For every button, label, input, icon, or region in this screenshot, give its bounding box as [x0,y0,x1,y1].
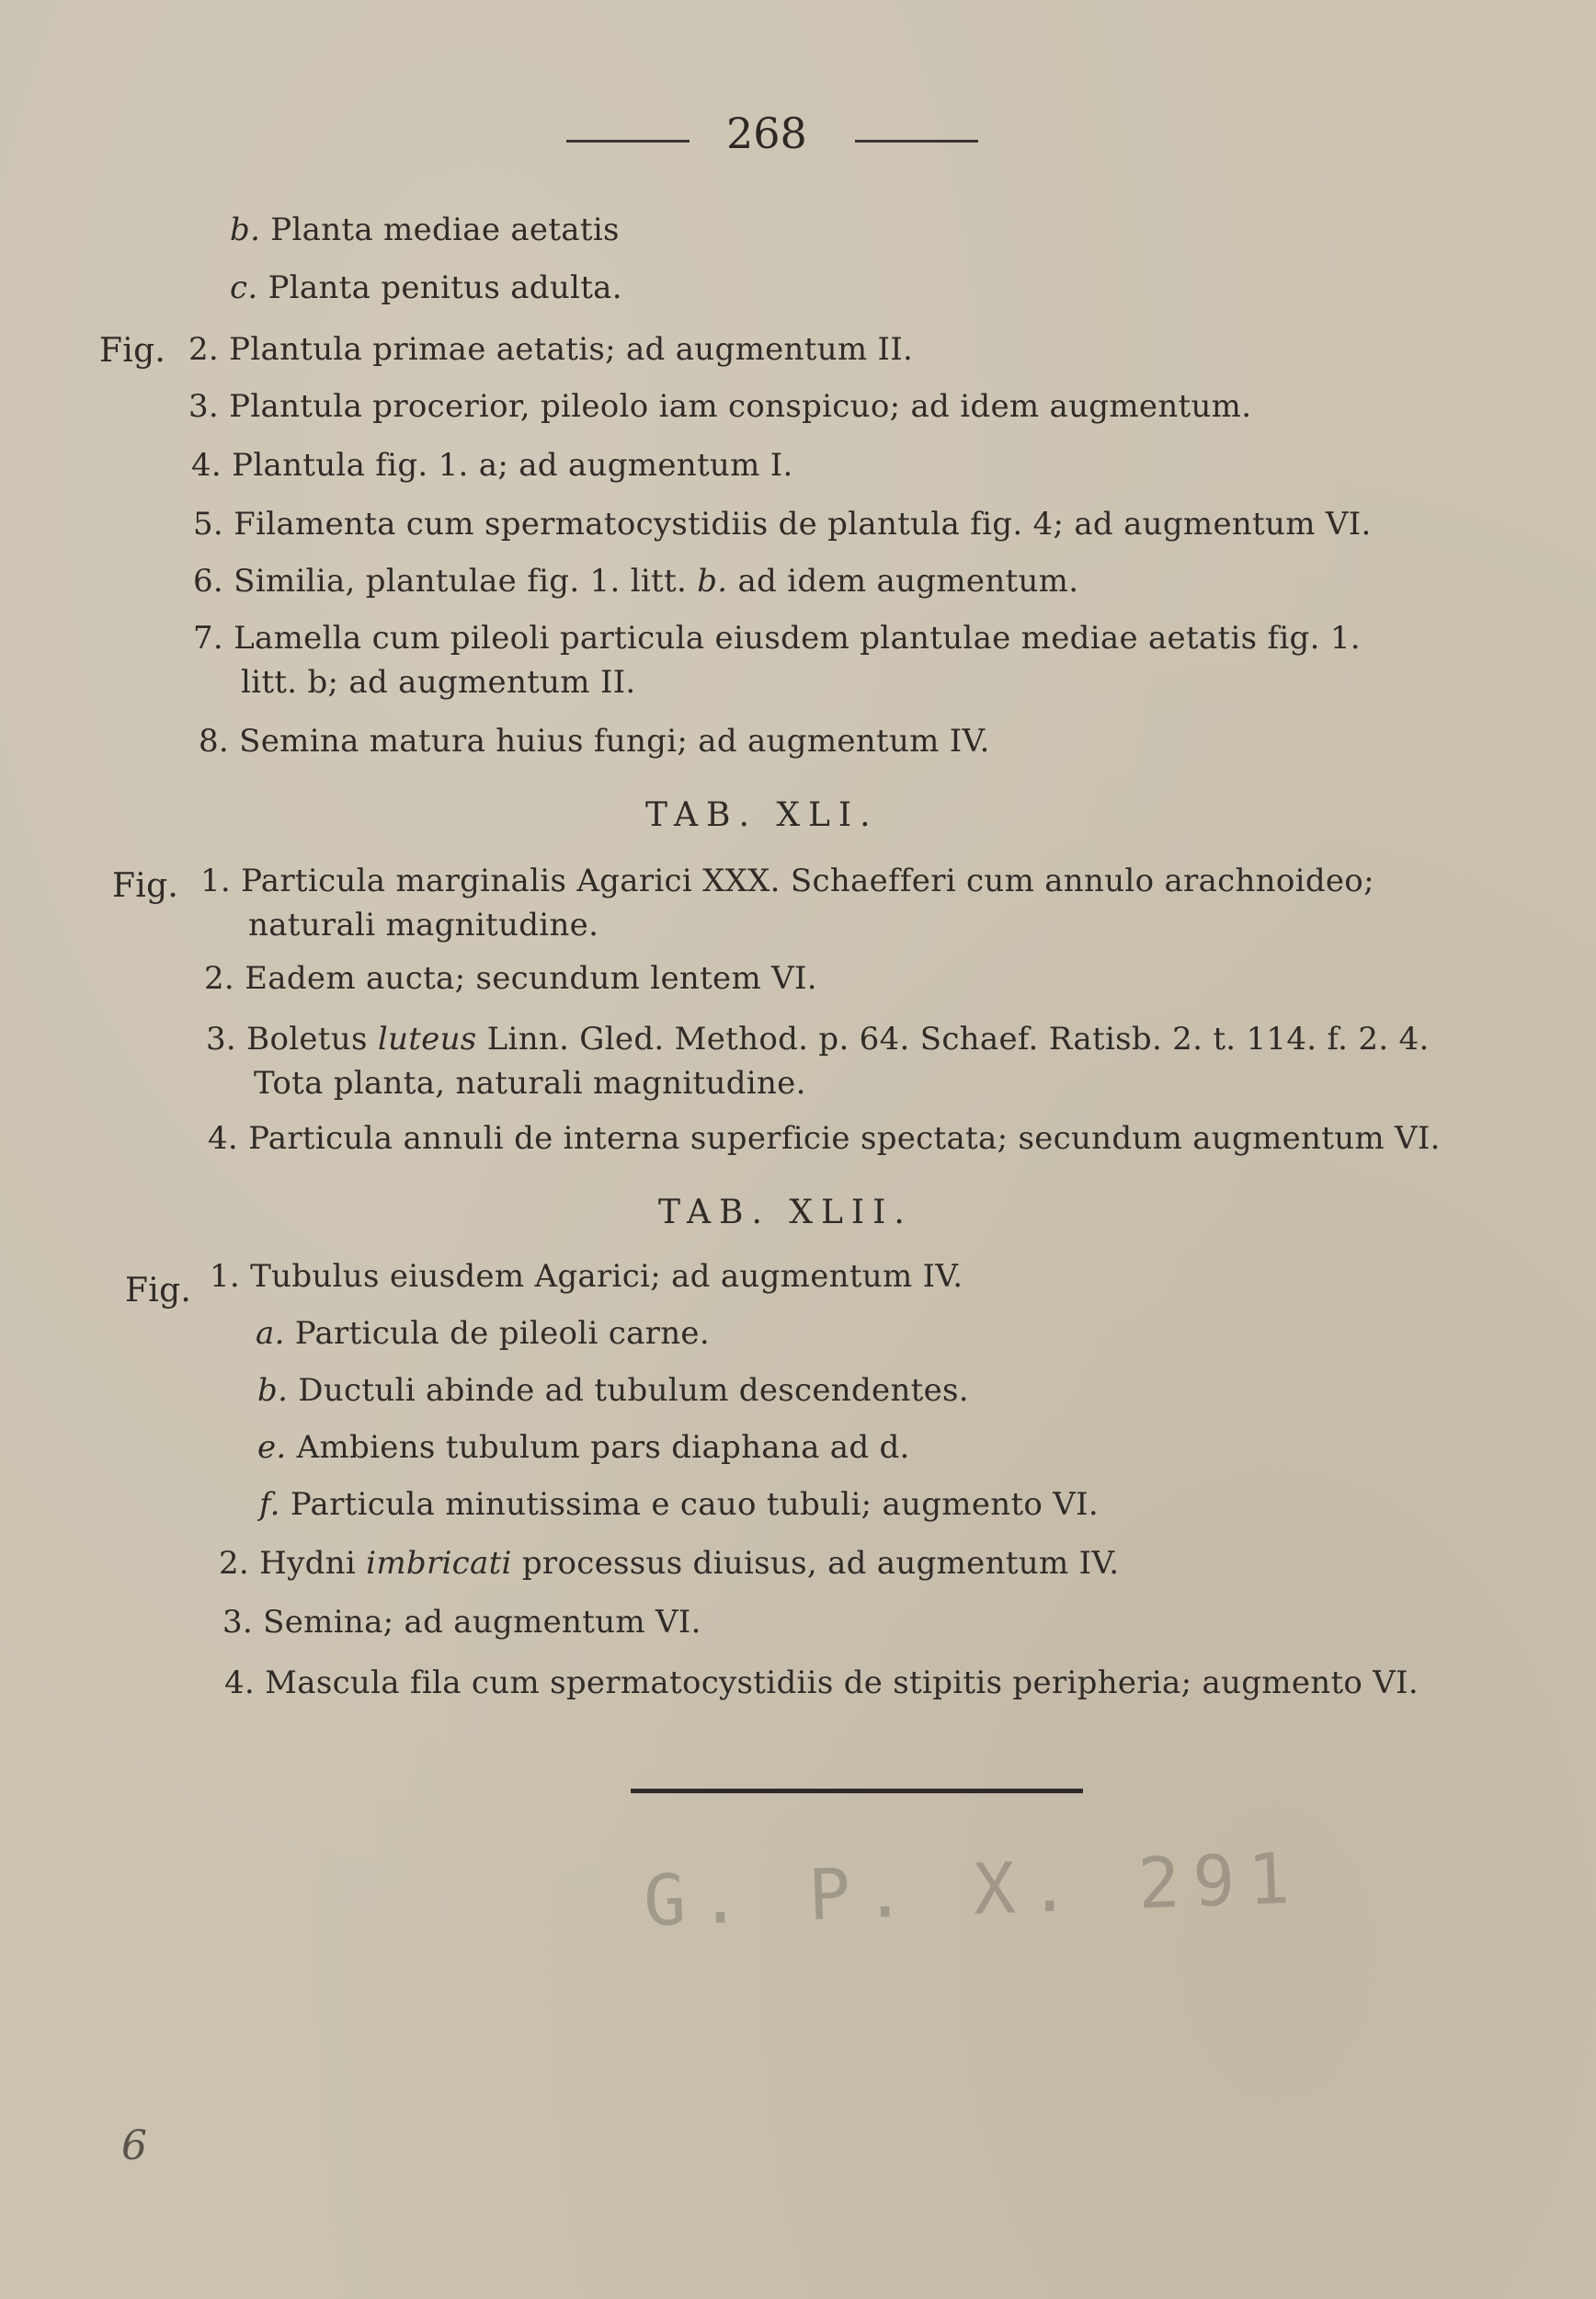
figure-text: Mascula fila cum spermatocystidiis de stipitis peripheria; augmento VI. [265,1664,1419,1701]
figure-number: 3. [206,1021,237,1058]
figure-text: processus diuisus, ad augmentum IV. [521,1545,1120,1582]
fig-label: Fig. [125,1272,192,1310]
tab-heading-xli: TAB. XLI. [645,796,879,834]
sub-entry-e [257,1429,910,1466]
figure-number: 1. [200,863,232,899]
figure-entry-7 [193,620,1361,657]
item-text: Ductuli abinde ad tubulum descendentes. [298,1372,969,1409]
figure-text: Eadem aucta; secundum lentem VI. [245,960,817,997]
figure-entry-1 [200,863,1374,899]
page-header [552,109,993,164]
shelf-mark: G. P. X. 291 [642,1836,1305,1942]
figure-entry-5 [193,506,1372,543]
figure-entry-7-continued: litt. b; ad augmentum II. [241,664,636,701]
figure-text: Filamenta cum spermatocystidiis de plantula fig. 4; ad augmentum VI. [234,506,1372,543]
margin-mark: 6 [121,2122,147,2169]
figure-text-italic: imbricati [366,1545,512,1582]
figure-text: Tubulus eiusdem Agarici; ad augmentum IV. [250,1258,963,1295]
figure-text: Linn. Gled. Method. p. 64. Schaef. Ratisb. 2. t. 114. f. 2. 4. [486,1021,1430,1058]
item-text: Planta penitus adulta. [268,269,622,306]
item-letter: c. [230,269,258,306]
item-letter: b. [257,1372,289,1409]
figure-entry-2 [204,960,817,997]
figure-text: ad idem augmentum. [737,563,1079,600]
figure-entry-4 [224,1664,1419,1701]
figure-number: 7. [193,620,224,657]
figure-number: 1. [210,1258,241,1295]
figure-text-letter: b. [697,563,728,600]
figure-entry-2 [188,331,913,368]
item-text: Particula minutissima e cauo tubuli; augmento VI. [290,1486,1100,1523]
figure-number: 2. [204,960,235,997]
figure-text: Semina matura huius fungi; ad augmentum IV. [239,723,990,760]
sub-entry-f [259,1486,1099,1523]
figure-number: 2. [219,1545,250,1582]
figure-number: 5. [193,506,224,543]
figure-entry-3-continued: Tota planta, naturali magnitudine. [254,1065,806,1102]
fig-label: Fig. [99,332,166,370]
figure-text: Lamella cum pileoli particula eiusdem plantulae mediae aetatis fig. 1. [234,620,1361,657]
figure-entry-1 [210,1258,963,1295]
figure-number: 4. [191,447,222,484]
item-letter: e. [257,1429,287,1466]
sub-entry-b [257,1372,969,1409]
figure-number: 3. [222,1604,254,1641]
figure-number: 4. [224,1664,256,1701]
figure-text: Hydni [259,1545,357,1582]
figure-text: Similia, plantulae fig. 1. litt. [234,563,688,600]
list-item-b [230,212,620,248]
figure-entry-1-continued: naturali magnitudine. [248,907,599,944]
item-text: Ambiens tubulum pars diaphana ad d. [296,1429,910,1466]
figure-entry-3 [188,388,1251,425]
end-rule [631,1789,1083,1793]
figure-text: Particula marginalis Agarici XXX. Schaefferi cum annulo arachnoideo; [241,863,1374,899]
list-item-c [230,269,622,306]
figure-text: Plantula fig. 1. a; ad augmentum I. [232,447,793,484]
figure-entry-8 [199,723,990,760]
figure-text: Plantula primae aetatis; ad augmentum II. [229,331,914,368]
figure-number: 8. [199,723,230,760]
figure-entry-3 [222,1604,701,1641]
item-letter: f. [259,1486,280,1523]
figure-text: Plantula procerior, pileolo iam conspicuo; ad idem augmentum. [229,388,1252,425]
figure-number: 6. [193,563,224,600]
tab-heading-xlii: TAB. XLII. [658,1194,913,1231]
item-letter: a. [256,1315,285,1352]
figure-text-italic: luteus [377,1021,477,1058]
figure-number: 4. [208,1120,239,1157]
figure-entry-2 [219,1545,1119,1582]
figure-entry-6 [193,563,1078,600]
sub-entry-a [256,1315,710,1352]
item-text: Particula de pileoli carne. [294,1315,710,1352]
fig-label: Fig. [112,867,179,905]
figure-entry-4 [191,447,793,484]
item-text: Planta mediae aetatis [270,212,620,248]
figure-entry-3 [206,1021,1430,1058]
figure-number: 2. [188,331,220,368]
page-number: 268 [726,109,807,158]
header-rule-left [566,140,690,143]
figure-number: 3. [188,388,220,425]
figure-text: Boletus [246,1021,368,1058]
item-letter: b. [230,212,261,248]
header-rule-right [855,140,978,143]
figure-text: Semina; ad augmentum VI. [263,1604,701,1641]
figure-text: Particula annuli de interna superficie spectata; secundum augmentum VI. [248,1120,1441,1157]
figure-entry-4 [208,1120,1441,1157]
